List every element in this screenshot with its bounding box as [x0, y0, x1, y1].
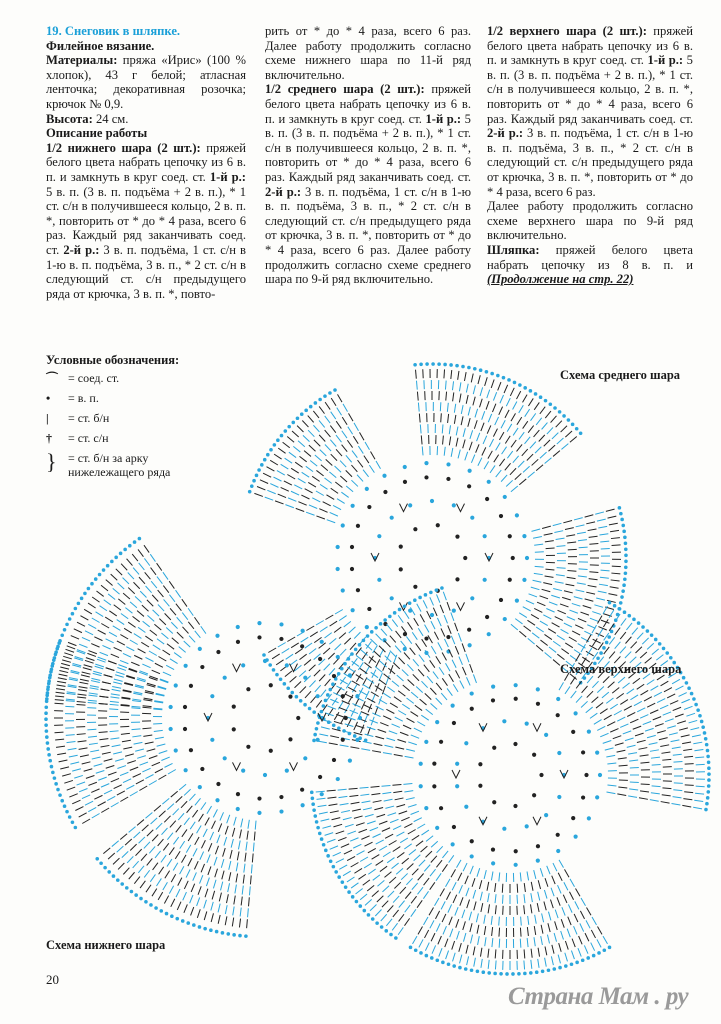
top-half-instructions: 1/2 верхнего шара (2 шт.): пряжей белого цвета набрать цепочку из 6 в. п. и замкнуть в круг соед. ст. 1-й р.: 5 в. п. (3 в. п. подъёма + 2 в. п.), * 1 ст. с/н в получившееся кольцо, 2 в. п. *, повторить от * до * 4 раза, всего 6 раз. Каждый ряд заканчивать соед. ст. 2-й р.: 3 в. п. подъёма, 1 ст. с/н в 1-ю в. п. подъёма, 3 в. п., * 2 ст. с/н в следующий ст. с/н предыдущего ряда от крючка, 3 в. п. *, повторить от * до * 4 раза, всего 6 раз.: [487, 24, 694, 199]
legend-item: ⌒ = соед. ст.: [46, 371, 120, 385]
caption-top-ball: Схема верхнего шара: [560, 662, 682, 676]
description-heading: Описание работы: [46, 126, 148, 141]
slip-stitch-icon: ⌒: [46, 371, 59, 385]
caption-bottom-ball: Схема нижнего шара: [46, 938, 166, 952]
legend-item: | = ст. б/н: [46, 411, 110, 425]
brace-stitch-icon: }: [46, 449, 57, 474]
page-number: 20: [46, 972, 59, 987]
legend-title: Условные обозначения:: [46, 353, 180, 367]
legend-item: † = ст. с/н: [46, 431, 109, 445]
caption-middle-ball: Схема среднего шара: [560, 368, 681, 382]
height-paragraph: Высота: 24 см.: [46, 111, 129, 126]
single-crochet-icon: |: [46, 411, 49, 425]
bottom-ball-chart: [44, 537, 362, 938]
continued-link[interactable]: (Продолжение на стр. 22): [487, 272, 634, 287]
technique-subtitle: Филейное вязание.: [46, 38, 155, 53]
middle-half-instructions: 1/2 среднего шара (2 шт.): пряжей белого цвета набрать цепочку из 6 в. п. и замкнуть в круг соед. ст. 1-й р.: 5 в. п. (3 в. п. подъёма + 2 в. п.), * 1 ст. с/н в получившееся кольцо, 2 в. п. *, повторить от * до * 4 раза, всего 6 раз. Каждый ряд заканчивать соед. ст. 2-й р.: 3 в. п. подъёма, 1 ст. с/н в 1-ю в. п. подъёма, 3 в. п., * 2 ст. с/н в следующий ст. с/н предыдущего ряда от крючка, 3 в. п. *, повторить от * до * 4 раза, всего 6 раз. Далее работу продолжить согласно схеме среднего шара по 9-й ряд включительно.: [265, 82, 472, 287]
double-crochet-icon: †: [46, 431, 52, 445]
legend-item: } = ст. б/н за арку нижележащего ряда: [46, 449, 171, 479]
legend-item: • = в. п.: [46, 391, 99, 405]
article-title: 19. Снеговик в шляпке.: [46, 24, 181, 38]
continuation-paragraph: рить от * до * 4 раза, всего 6 раз. Далее работу продолжить согласно схеме нижнего шара по 11-й ряд включительно.: [265, 24, 471, 82]
top-ball-chart: [310, 586, 711, 976]
bottom-half-instructions: 1/2 нижнего шара (2 шт.): пряжей белого цвета набрать цепочку из 6 в. п. и замкнуть в круг соед. ст. 1-й р.: 5 в. п. (3 в. п. подъёма + 2 в. п.), * 1 ст. с/н в получившееся кольцо, 2 в. п. *, повторить от * до * 4 раза, всего 6 раз. Каждый ряд заканчивать соед. ст. 2-й р.: 3 в. п. подъёма, 1 ст. с/н в 1-ю в. п. подъёма, 3 в. п., * 2 ст. с/н в следующий ст. с/н предыдущего ряда от крючка, 3 в. п. *, повто-: [46, 140, 246, 301]
hat-paragraph: Шляпка: пряжей белого цвета набрать цепочку из 8 в. п. и (Продолжение на стр. 22): [487, 242, 693, 287]
top-continue-paragraph: Далее работу продолжить согласно схеме верхнего шара по 9-й ряд включительно.: [487, 199, 693, 243]
watermark: Страна Мам . ру: [508, 983, 689, 1010]
chain-stitch-icon: •: [46, 391, 51, 405]
materials-paragraph: Материалы: пряжа «Ирис» (100 % хлопок), 43 г белой; атласная ленточка; декоративная розочка; крючок № 0,9.: [46, 53, 246, 111]
